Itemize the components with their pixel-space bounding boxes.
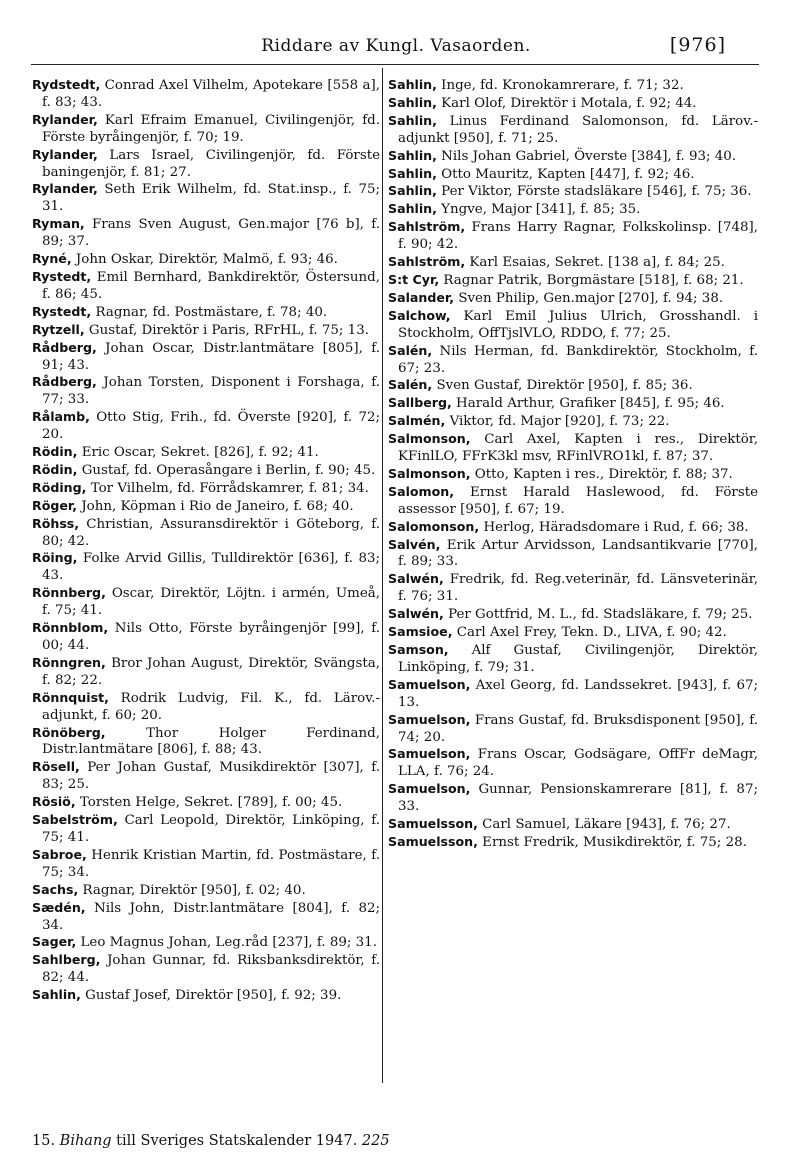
entry-details: Carl Axel, Kapten i res., Direktör, KFinlLO, FFrK3kl msv, RFinlVRO1kl, f. 87; 37.	[398, 432, 758, 465]
directory-entry	[32, 900, 380, 935]
directory-entry	[32, 462, 380, 480]
directory-entry	[388, 166, 758, 184]
entry-details: Otto, Kapten i res., Direktör, f. 88; 37.	[470, 466, 733, 482]
directory-entry	[32, 620, 380, 655]
directory-entry	[388, 183, 758, 201]
entry-details: Johan Oscar, Distr.lantmätare [805], f. 91; 43.	[42, 340, 380, 373]
entry-details: Carl Leopold, Direktör, Linköping, f. 75; 41.	[42, 813, 380, 845]
directory-entry	[388, 77, 758, 95]
directory-entry	[32, 550, 380, 585]
entry-surname: Rönnquist,	[32, 689, 109, 705]
entry-surname: Salén,	[388, 377, 433, 393]
entry-details: Nils Herman, fd. Bankdirektör, Stockholm, f. 67; 23.	[398, 343, 758, 376]
entry-details: Ernst Fredrik, Musikdirektör, f. 75; 28.	[477, 834, 747, 850]
entry-surname: Röhss,	[32, 515, 80, 531]
entry-surname: Röing,	[32, 550, 78, 566]
entry-details: Ragnar Patrik, Borgmästare [518], f. 68; 21.	[439, 272, 744, 288]
page-number: [976]	[669, 34, 726, 56]
entry-details: Oscar, Direktör, Löjtn. i armén, Umeå, f. 75; 41.	[42, 586, 380, 619]
entry-details: Karl Olof, Direktör i Motala, f. 92; 44.	[436, 95, 697, 111]
directory-entry	[32, 882, 380, 900]
entry-surname: Salvén,	[388, 536, 441, 552]
directory-entry	[32, 498, 380, 516]
entry-details: Conrad Axel Vilhelm, Apotekare [558 a], f. 83; 43.	[42, 78, 380, 110]
directory-entry	[32, 847, 380, 882]
entry-surname: Rödin,	[32, 444, 78, 460]
directory-entry	[388, 624, 758, 642]
entry-details: Ragnar, fd. Postmästare, f. 78; 40.	[91, 304, 328, 320]
entry-surname: Salmonson,	[388, 431, 471, 447]
entry-surname: Rådberg,	[32, 339, 97, 355]
entry-surname: Sahlström,	[388, 254, 466, 270]
header-rule	[31, 64, 759, 65]
entry-details: Per Viktor, Förste stadsläkare [546], f. 75; 36.	[436, 184, 752, 200]
entry-surname: Sabroe,	[32, 846, 87, 862]
entry-surname: Salomon,	[388, 483, 455, 499]
entry-surname: Rönnblom,	[32, 620, 109, 636]
directory-entry	[32, 409, 380, 444]
entry-details: Frans Gustaf, fd. Bruksdisponent [950], f. 74; 20.	[398, 712, 758, 745]
entry-details: Rodrik Ludvig, Fil. K., fd. Lärov.-adjunkt, f. 60; 20.	[42, 690, 380, 723]
entry-surname: Rödin,	[32, 461, 78, 477]
entry-surname: Rystedt,	[32, 268, 92, 284]
entry-details: Otto Mauritz, Kapten [447], f. 92; 46.	[436, 166, 695, 182]
entry-surname: Rydstedt,	[32, 77, 101, 92]
directory-entry	[32, 987, 380, 1005]
entry-surname: Rösell,	[32, 759, 80, 775]
entry-surname: Sachs,	[32, 881, 79, 897]
entry-surname: Salwén,	[388, 606, 444, 622]
entry-surname: S:t Cyr,	[388, 271, 440, 287]
entry-details: Eric Oscar, Sekret. [826], f. 92; 41.	[77, 445, 319, 461]
entry-details: Sven Philip, Gen.major [270], f. 94; 38.	[454, 290, 724, 306]
directory-entry	[32, 725, 380, 760]
directory-entry	[388, 571, 758, 606]
entry-surname: Samuelson,	[388, 746, 471, 762]
entry-surname: Rönnberg,	[32, 585, 106, 601]
entry-details: Karl Efraim Emanuel, Civilingenjör, fd. Förste byråingenjör, f. 70; 19.	[42, 112, 380, 145]
directory-entry	[32, 516, 380, 551]
entry-surname: Sahlin,	[388, 112, 437, 128]
directory-entry	[32, 794, 380, 812]
directory-entry	[388, 272, 758, 290]
entry-surname: Sager,	[32, 934, 77, 950]
directory-entry	[388, 606, 758, 624]
footer-bihang: Bihang	[59, 1133, 112, 1149]
entry-surname: Sahlin,	[388, 94, 437, 110]
right-column	[388, 77, 758, 852]
entry-details: Gustaf, fd. Operasångare i Berlin, f. 90; 45.	[77, 462, 376, 478]
directory-entry	[388, 343, 758, 378]
directory-entry	[32, 690, 380, 725]
entry-surname: Salén,	[388, 342, 433, 358]
entry-surname: Samuelsson,	[388, 833, 478, 849]
entry-details: Torsten Helge, Sekret. [789], f. 00; 45.	[75, 795, 343, 811]
directory-entry	[388, 519, 758, 537]
entry-details: Gustaf Josef, Direktör [950], f. 92; 39.	[80, 988, 342, 1004]
entry-details: Johan Torsten, Disponent i Forshaga, f. 77; 33.	[42, 375, 380, 408]
entry-details: Lars Israel, Civilingenjör, fd. Förste baningenjör, f. 81; 27.	[42, 147, 380, 180]
entry-details: John, Köpman i Rio de Janeiro, f. 68; 40.	[77, 498, 354, 514]
directory-entry	[388, 201, 758, 219]
entry-surname: Sahlin,	[388, 201, 437, 217]
entry-details: Harald Arthur, Grafiker [845], f. 95; 46.	[451, 396, 725, 412]
directory-entry	[388, 712, 758, 747]
directory-entry	[388, 219, 758, 254]
directory-entry	[388, 642, 758, 677]
entry-surname: Salchow,	[388, 307, 451, 323]
entry-details: Herlog, Häradsdomare i Rud, f. 66; 38.	[479, 519, 749, 535]
entry-surname: Sahlin,	[388, 147, 437, 163]
entry-surname: Samuelson,	[388, 711, 471, 727]
entry-surname: Sahlin,	[388, 77, 437, 92]
entry-surname: Röding,	[32, 479, 87, 495]
entry-details: Folke Arvid Gillis, Tulldirektör [636], f. 83; 43.	[42, 551, 380, 584]
entry-details: John Oskar, Direktör, Malmö, f. 93; 46.	[71, 252, 338, 268]
entry-details: Henrik Kristian Martin, fd. Postmästare, f. 75; 34.	[42, 847, 380, 880]
entry-details: Ragnar, Direktör [950], f. 02; 40.	[78, 882, 306, 898]
entry-details: Karl Esaias, Sekret. [138 a], f. 84; 25.	[465, 255, 725, 271]
entry-details: Gustaf, Direktör i Paris, RFrHL, f. 75; 13.	[84, 322, 369, 338]
entry-surname: Sahlin,	[32, 987, 81, 1003]
entry-surname: Sallberg,	[388, 395, 452, 411]
entry-surname: Sahlin,	[388, 183, 437, 199]
page-footer	[32, 1133, 390, 1149]
entry-details: Johan Gunnar, fd. Riksbanksdirektör, f. 82; 44.	[42, 953, 380, 986]
directory-entry	[32, 322, 380, 340]
directory-entry	[388, 816, 758, 834]
directory-entry	[388, 677, 758, 712]
entry-surname: Salmén,	[388, 413, 446, 429]
directory-entry	[32, 934, 380, 952]
entry-details: Sven Gustaf, Direktör [950], f. 85; 36.	[432, 378, 693, 394]
entry-details: Linus Ferdinand Salomonson, fd. Lärov.-adjunkt [950], f. 71; 25.	[398, 113, 758, 146]
directory-entry	[32, 374, 380, 409]
entry-surname: Rösiö,	[32, 794, 76, 810]
directory-entry	[388, 746, 758, 781]
directory-entry	[32, 444, 380, 462]
entry-details: Nils Otto, Förste byråingenjör [99], f. 00; 44.	[42, 621, 380, 653]
entry-surname: Röger,	[32, 497, 78, 513]
entry-surname: Rylander,	[32, 111, 98, 127]
directory-entry	[388, 537, 758, 572]
entry-details: Carl Axel Frey, Tekn. D., LIVA, f. 90; 42.	[452, 625, 727, 641]
entry-surname: Sahlin,	[388, 165, 437, 181]
directory-entry	[388, 95, 758, 113]
entry-surname: Ryné,	[32, 251, 72, 267]
page-title: Riddare av Kungl. Vasaorden.	[261, 36, 531, 56]
entry-surname: Salomonson,	[388, 518, 480, 534]
entry-surname: Sabelström,	[32, 812, 118, 828]
entry-details: Thor Holger Ferdinand, Distr.lantmätare [806], f. 88; 43.	[42, 725, 380, 758]
directory-entry	[388, 431, 758, 466]
entry-details: Erik Artur Arvidsson, Landsantikvarie [770], f. 89; 33.	[398, 537, 758, 570]
entry-surname: Samson,	[388, 642, 449, 657]
entry-details: Frans Oscar, Godsägare, OffFr deMagr, LLA, f. 76; 24.	[398, 747, 758, 780]
directory-entry	[32, 304, 380, 322]
entry-details: Ernst Harald Haslewood, fd. Förste assessor [950], f. 67; 19.	[398, 484, 758, 517]
entry-surname: Sædén,	[32, 899, 86, 915]
entry-details: Frans Harry Ragnar, Folkskolinsp. [748], f. 90; 42.	[398, 220, 758, 253]
directory-entry	[32, 216, 380, 251]
entry-surname: Rönöberg,	[32, 724, 106, 740]
directory-entry	[388, 308, 758, 343]
entry-surname: Rylander,	[32, 146, 98, 162]
entry-details: Leo Magnus Johan, Leg.råd [237], f. 89; 31.	[76, 935, 377, 951]
entry-details: Carl Samuel, Läkare [943], f. 76; 27.	[477, 817, 731, 833]
entry-details: Alf Gustaf, Civilingenjör, Direktör, Linköping, f. 79; 31.	[398, 643, 758, 675]
footer-text: till Sveriges Statskalender 1947.	[111, 1133, 358, 1149]
directory-entry	[32, 112, 380, 147]
entry-surname: Samuelsson,	[388, 816, 478, 832]
entry-surname: Rålamb,	[32, 409, 90, 425]
entry-surname: Ryman,	[32, 216, 85, 232]
entry-surname: Salmonson,	[388, 465, 471, 481]
entry-details: Axel Georg, fd. Landssekret. [943], f. 67; 13.	[398, 677, 758, 710]
entry-surname: Rylander,	[32, 181, 98, 197]
entry-details: Otto Stig, Frih., fd. Överste [920], f. 72; 20.	[42, 410, 380, 443]
entry-details: Yngve, Major [341], f. 85; 35.	[436, 202, 641, 218]
entry-details: Inge, fd. Kronokamrerare, f. 71; 32.	[436, 78, 684, 93]
directory-entry	[388, 466, 758, 484]
directory-entry	[32, 480, 380, 498]
entry-details: Per Gottfrid, M. L., fd. Stadsläkare, f. 79; 25.	[443, 607, 753, 623]
entry-details: Christian, Assuransdirektör i Göteborg, f. 80; 42.	[42, 516, 380, 549]
entry-surname: Rytzell,	[32, 321, 85, 337]
entry-details: Frans Sven August, Gen.major [76 b], f. 89; 37.	[42, 217, 380, 250]
entry-surname: Sahlström,	[388, 219, 466, 235]
directory-entry	[32, 952, 380, 987]
entry-details: Tor Vilhelm, fd. Förrådskamrer, f. 81; 34.	[86, 480, 369, 496]
directory-entry	[32, 655, 380, 690]
entry-surname: Samuelson,	[388, 781, 471, 797]
entry-details: Viktor, fd. Major [920], f. 73; 22.	[445, 414, 670, 430]
directory-entry	[388, 413, 758, 431]
entry-details: Per Johan Gustaf, Musikdirektör [307], f. 83; 25.	[42, 760, 380, 793]
entry-surname: Sahlberg,	[32, 952, 101, 968]
entry-details: Emil Bernhard, Bankdirektör, Östersund, f. 86; 45.	[42, 269, 380, 302]
entry-details: Seth Erik Wilhelm, fd. Stat.insp., f. 75; 31.	[42, 182, 380, 215]
directory-entry	[388, 290, 758, 308]
directory-entry	[388, 148, 758, 166]
entry-details: Fredrik, fd. Reg.veterinär, fd. Länsveterinär, f. 76; 31.	[398, 572, 758, 605]
page-header	[0, 34, 792, 64]
directory-entry	[32, 812, 380, 847]
column-divider	[382, 68, 383, 1083]
directory-entry	[32, 585, 380, 620]
entry-details: Nils John, Distr.lantmätare [804], f. 82; 34.	[42, 900, 380, 933]
directory-entry	[388, 484, 758, 519]
footer-page: 225	[361, 1133, 390, 1149]
directory-entry	[388, 113, 758, 148]
entry-surname: Rönngren,	[32, 654, 106, 670]
directory-entry	[32, 181, 380, 216]
directory-entry	[32, 340, 380, 375]
entry-details: Gunnar, Pensionskamrerare [81], f. 87; 33.	[398, 782, 758, 815]
left-column	[32, 77, 380, 1005]
directory-entry	[388, 254, 758, 272]
directory-entry	[388, 834, 758, 852]
entry-details: Nils Johan Gabriel, Överste [384], f. 93; 40.	[436, 148, 737, 164]
directory-entry	[388, 377, 758, 395]
directory-entry	[32, 251, 380, 269]
entry-surname: Rystedt,	[32, 303, 92, 319]
directory-entry	[32, 147, 380, 182]
directory-entry	[32, 759, 380, 794]
directory-entry	[32, 77, 380, 112]
directory-entry	[32, 269, 380, 304]
footer-number: 15.	[32, 1133, 56, 1149]
entry-surname: Samuelson,	[388, 676, 471, 692]
entry-surname: Salander,	[388, 289, 455, 305]
entry-details: Karl Emil Julius Ulrich, Grosshandl. i Stockholm, OffTjslVLO, RDDO, f. 77; 25.	[398, 308, 758, 341]
entry-surname: Samsioe,	[388, 624, 453, 640]
directory-entry	[388, 781, 758, 816]
directory-entry	[388, 395, 758, 413]
entry-surname: Salwén,	[388, 571, 444, 587]
entry-details: Bror Johan August, Direktör, Svängsta, f. 82; 22.	[42, 655, 380, 688]
entry-surname: Rådberg,	[32, 374, 97, 390]
